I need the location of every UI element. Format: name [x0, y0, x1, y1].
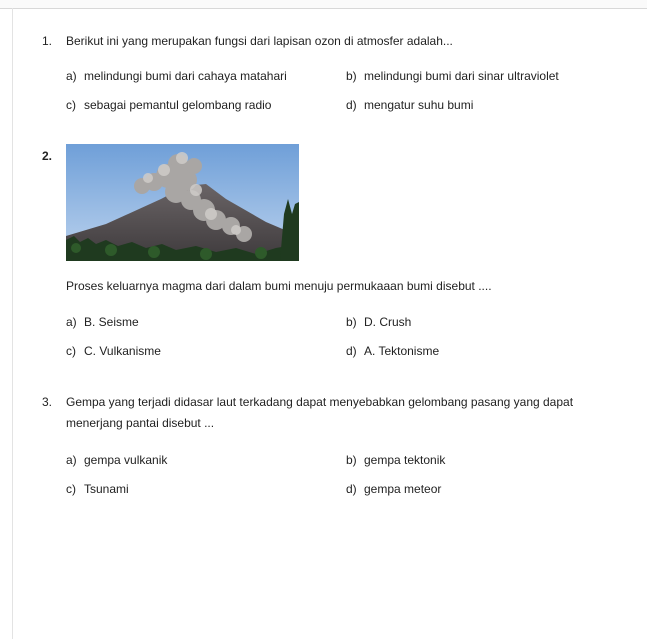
- option-b[interactable]: [346, 68, 559, 84]
- option-c[interactable]: [66, 97, 271, 113]
- option-d[interactable]: [346, 481, 441, 497]
- option-text: D. Crush: [364, 315, 412, 329]
- option-letter: a): [66, 69, 77, 83]
- question-number: 2.: [42, 149, 53, 163]
- volcano-eruption-image: [66, 144, 299, 261]
- option-text: gempa tektonik: [364, 453, 446, 467]
- question-stem-line-2: menerjang pantai disebut ...: [66, 416, 215, 430]
- option-text: gempa vulkanik: [84, 453, 168, 467]
- option-c[interactable]: [66, 343, 161, 359]
- option-letter: c): [66, 344, 76, 358]
- question-sheet: [12, 8, 647, 639]
- option-letter: a): [66, 453, 77, 467]
- option-letter: d): [346, 482, 357, 496]
- option-text: C. Vulkanisme: [84, 344, 161, 358]
- option-text: gempa meteor: [364, 482, 442, 496]
- option-letter: c): [66, 98, 76, 112]
- question-number: 3.: [42, 395, 53, 409]
- option-text: A. Tektonisme: [364, 344, 440, 358]
- option-b[interactable]: [346, 452, 445, 468]
- question-number: 1.: [42, 34, 53, 48]
- option-text: Tsunami: [84, 482, 129, 496]
- option-text: mengatur suhu bumi: [364, 98, 474, 112]
- question-stem: Proses keluarnya magma dari dalam bumi menuju permukaaan bumi disebut ....: [66, 279, 492, 293]
- option-letter: a): [66, 315, 77, 329]
- option-letter: b): [346, 453, 357, 467]
- option-letter: d): [346, 98, 357, 112]
- option-b[interactable]: [346, 314, 411, 330]
- option-text: sebagai pemantul gelombang radio: [84, 98, 272, 112]
- option-text: B. Seisme: [84, 315, 139, 329]
- option-d[interactable]: [346, 343, 439, 359]
- option-letter: d): [346, 344, 357, 358]
- question-stem: Berikut ini yang merupakan fungsi dari lapisan ozon di atmosfer adalah...: [66, 34, 453, 48]
- question-stem-line-1: Gempa yang terjadi didasar laut terkadang dapat menyebabkan gelombang pasang yang dapat: [66, 395, 574, 409]
- option-text: melindungi bumi dari cahaya matahari: [84, 69, 287, 83]
- option-a[interactable]: [66, 314, 139, 330]
- option-a[interactable]: [66, 68, 287, 84]
- option-a[interactable]: [66, 452, 167, 468]
- option-d[interactable]: [346, 97, 473, 113]
- option-letter: c): [66, 482, 76, 496]
- option-letter: b): [346, 69, 357, 83]
- option-letter: b): [346, 315, 357, 329]
- option-c[interactable]: [66, 481, 129, 497]
- option-text: melindungi bumi dari sinar ultraviolet: [364, 69, 559, 83]
